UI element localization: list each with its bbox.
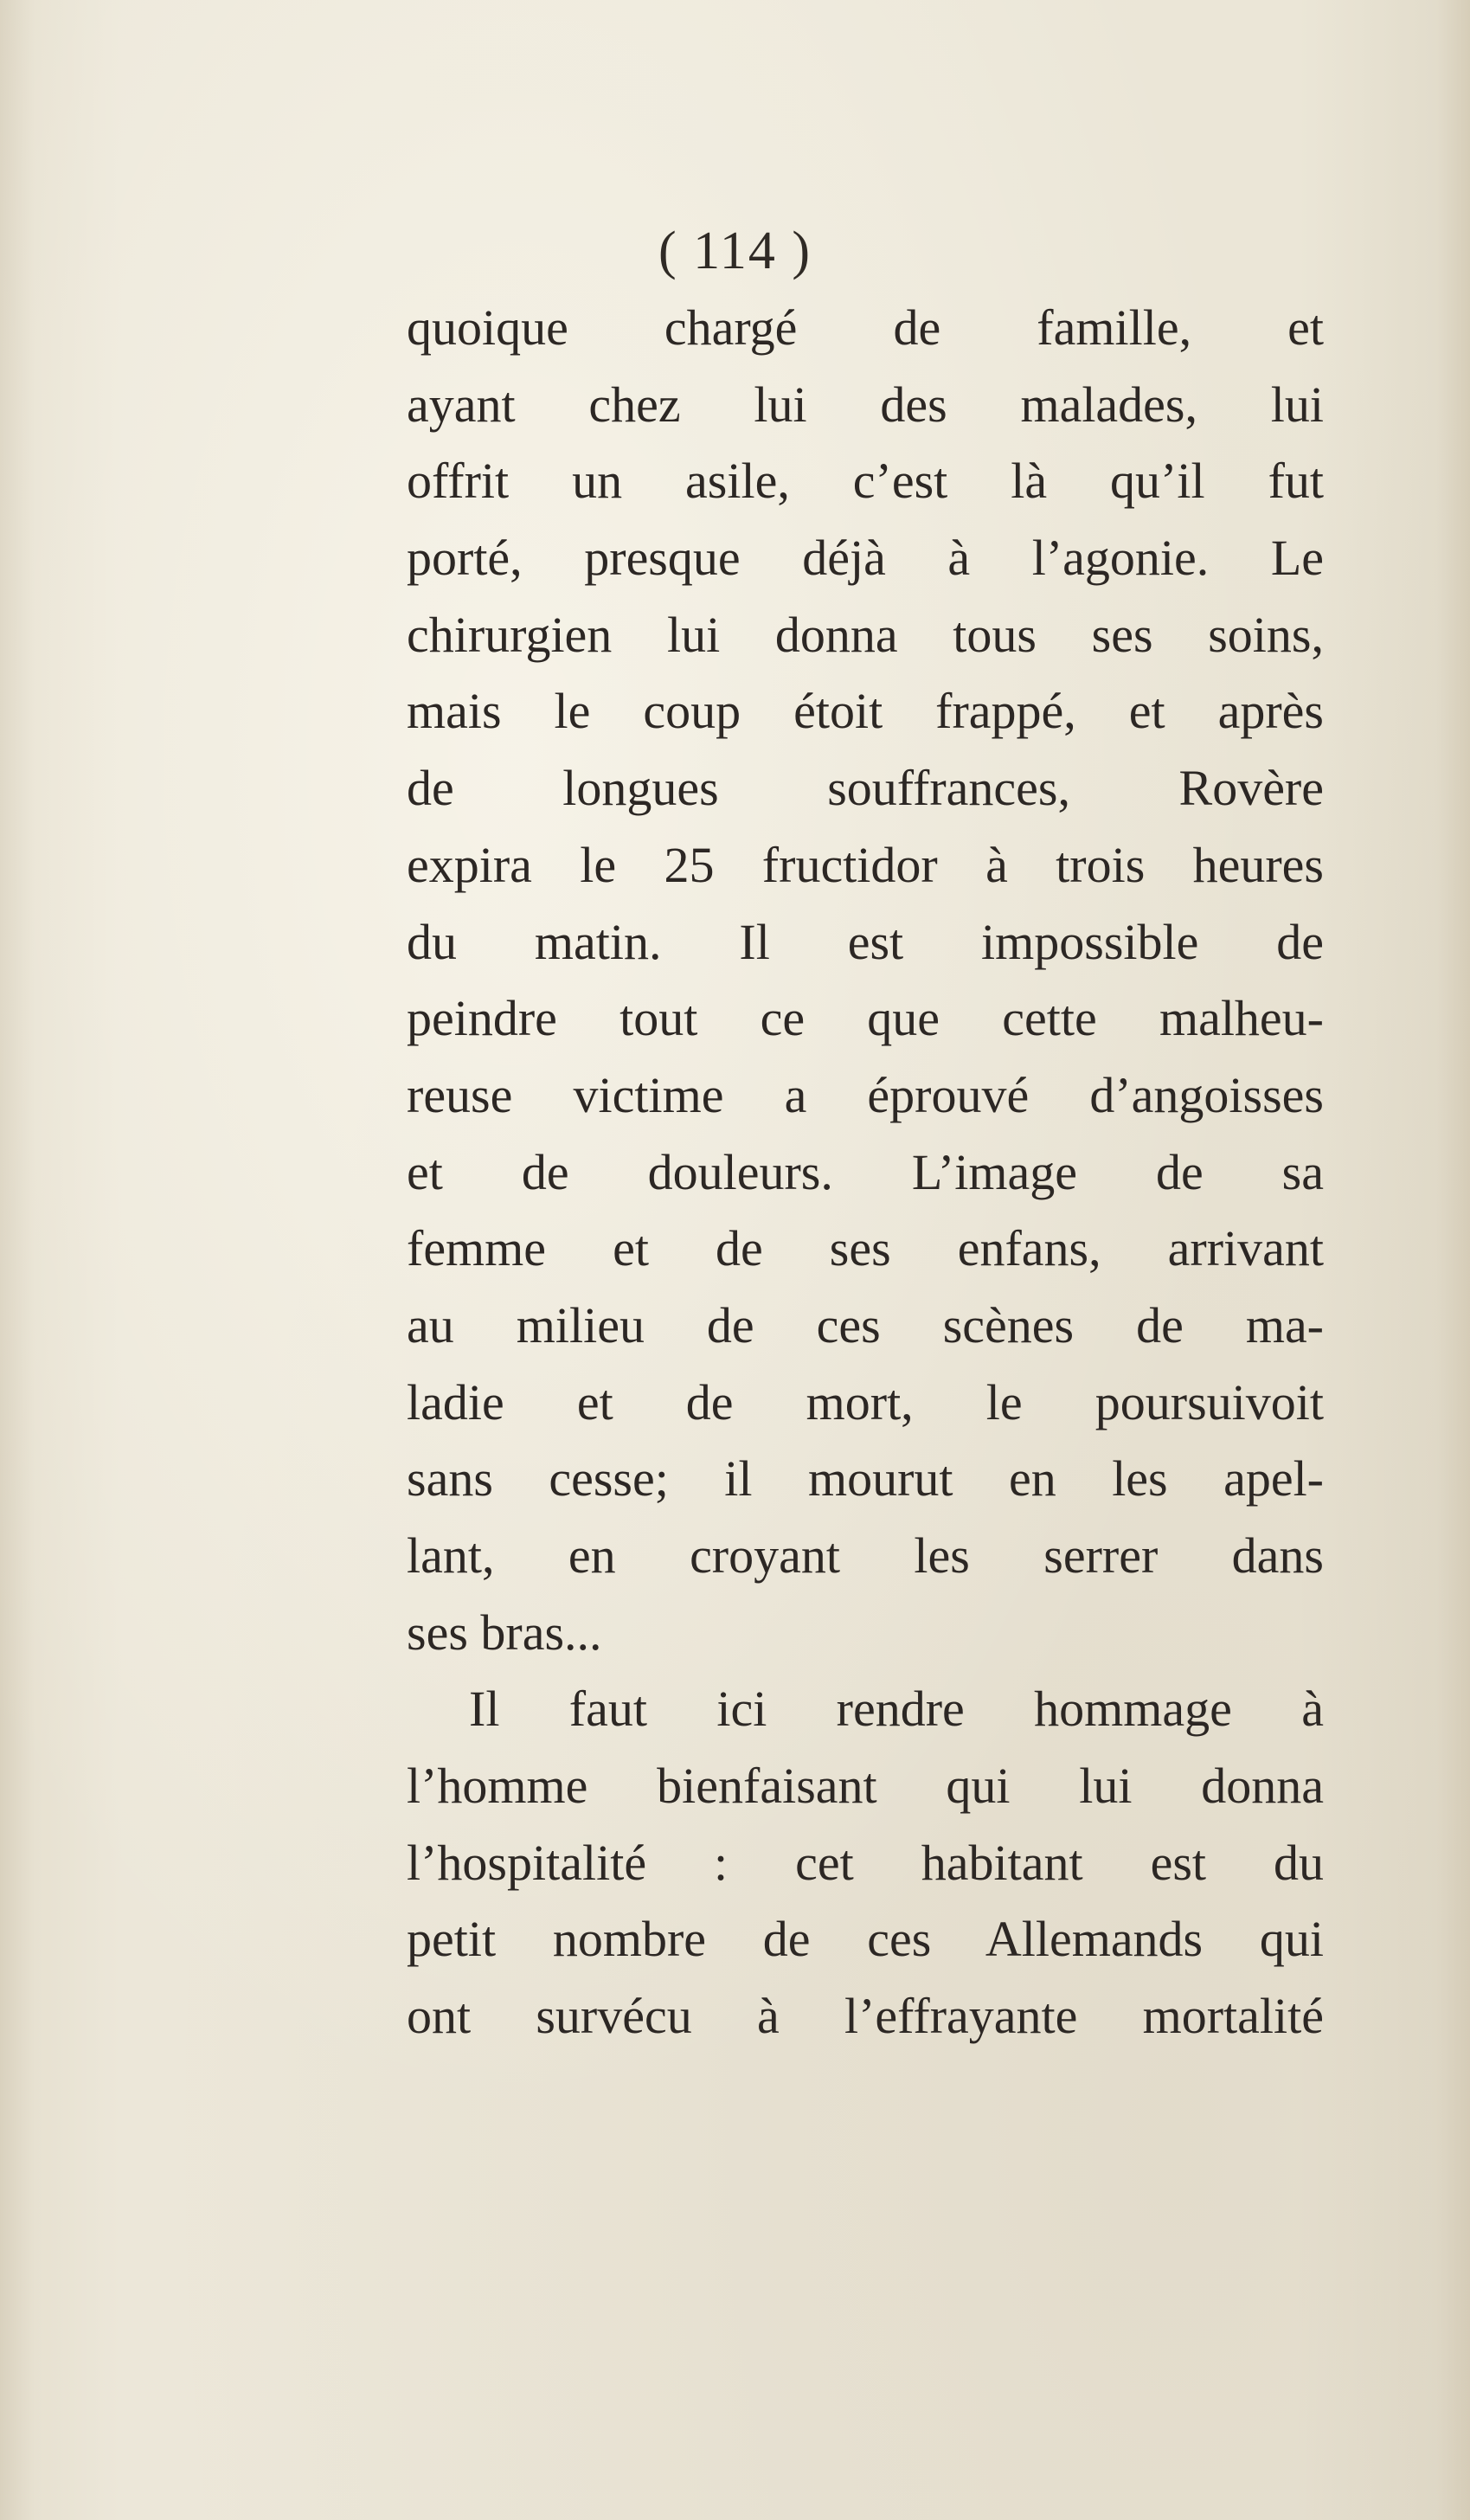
text-line: petit nombre de ces Allemands qui: [407, 1911, 1324, 1968]
text-line: lant, en croyant les serrer dans: [407, 1527, 1324, 1584]
body-text: [407, 290, 1324, 2055]
text-line: et de douleurs. L’image de sa: [407, 1143, 1324, 1200]
page-number-header: ( 114 ): [658, 222, 812, 280]
paragraph-start-line: Il faut ici rendre hommage à: [469, 1681, 1324, 1738]
text-line: ladie et de mort, le poursuivoit: [407, 1373, 1324, 1430]
text-line: peindre tout ce que cette malheu-: [407, 990, 1324, 1047]
text-line: ayant chez lui des malades, lui: [407, 376, 1324, 433]
text-line: au milieu de ces scènes de ma-: [407, 1296, 1324, 1353]
text-line: quoique chargé de famille, et: [407, 299, 1324, 356]
text-line: chirurgien lui donna tous ses soins,: [407, 606, 1324, 663]
text-line: offrit un asile, c’est là qu’il fut: [407, 453, 1324, 510]
text-line: reuse victime a éprouvé d’angoisses: [407, 1066, 1324, 1123]
text-line: femme et de ses enfans, arrivant: [407, 1220, 1324, 1277]
text-line: l’hospitalité : cet habitant est du: [407, 1834, 1324, 1891]
text-line: mais le coup étoit frappé, et après: [407, 683, 1324, 740]
text-line: ont survécu à l’effrayante mortalité: [407, 1988, 1324, 2045]
text-line: expira le 25 fructidor à trois heures: [407, 836, 1324, 893]
text-line: porté, presque déjà à l’agonie. Le: [407, 530, 1324, 587]
text-line: sans cesse; il mourut en les apel-: [407, 1450, 1324, 1508]
text-line: du matin. Il est impossible de: [407, 913, 1324, 970]
text-line: l’homme bienfaisant qui lui donna: [407, 1758, 1324, 1815]
paragraph-end-line: ses bras...: [407, 1604, 602, 1661]
text-line: de longues souffrances, Rovère: [407, 760, 1324, 817]
